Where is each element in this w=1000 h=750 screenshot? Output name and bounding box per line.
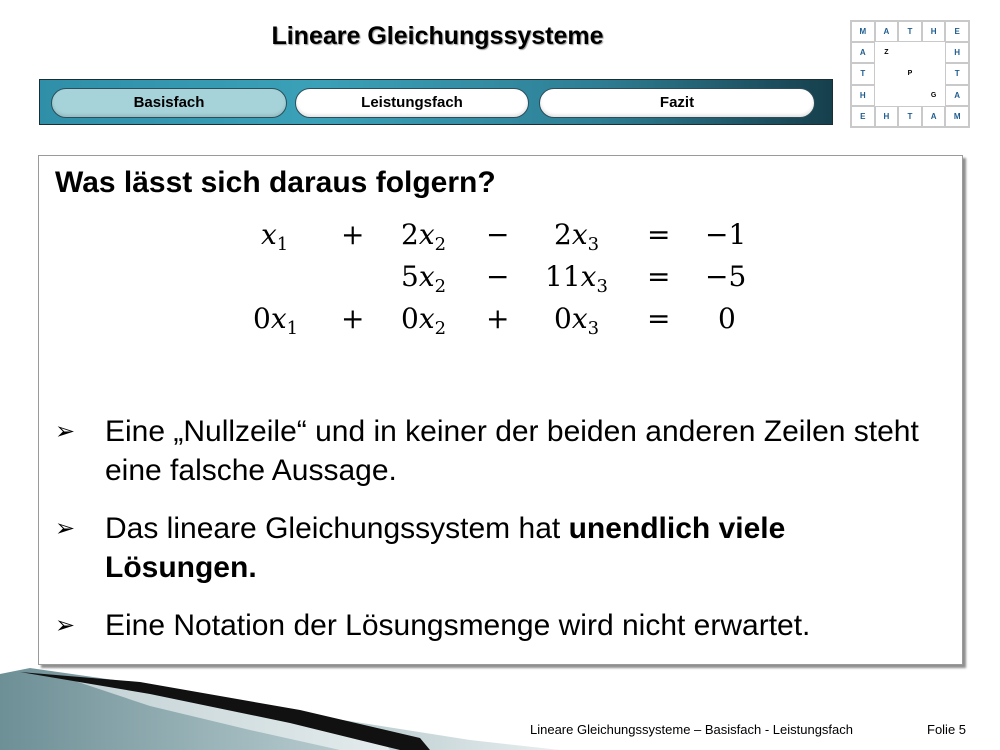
term-x3: $11x_3$ — [545, 260, 608, 297]
operator: + — [486, 302, 510, 335]
logo-letter: E — [851, 106, 875, 127]
term-x2: $2x_2$ — [401, 218, 447, 255]
term-x3: $0x_3$ — [554, 302, 600, 339]
content-box — [38, 155, 963, 665]
arrow-bullet-icon: ➢ — [55, 417, 76, 445]
mathe-logo — [850, 20, 970, 128]
question-heading: Was lässt sich daraus folgern? — [55, 166, 496, 199]
term-x1: $x_1$ — [261, 218, 289, 255]
logo-letter: P — [907, 70, 913, 78]
equation-row-3 — [39, 302, 962, 340]
logo-letter: M — [851, 21, 875, 42]
equals-sign: = — [647, 260, 671, 293]
rhs-value: 0 — [718, 302, 736, 335]
bullet-emphasis: unendlich viele Lösungen. — [105, 512, 786, 584]
equation-row-2 — [39, 260, 962, 298]
arrow-bullet-icon: ➢ — [55, 611, 76, 639]
nav-tab-fazit[interactable]: Fazit — [539, 88, 815, 118]
logo-letter: T — [851, 63, 875, 84]
logo-letter: A — [922, 106, 946, 127]
logo-letter: H — [922, 21, 946, 42]
term-x3: $2x_3$ — [554, 218, 600, 255]
nav-tab-leistungsfach[interactable]: Leistungsfach — [295, 88, 529, 118]
logo-letter: G — [930, 91, 937, 99]
bullet-text: Eine Notation der Lösungsmenge wird nicht erwartet. — [105, 609, 811, 642]
logo-letter: M — [945, 106, 969, 127]
bullet-text: Das lineare Gleichungssystem hat unendlich viele Lösungen. — [105, 512, 786, 584]
equals-sign: = — [647, 302, 671, 335]
slide-number: Folie 5 — [927, 722, 967, 737]
equals-sign: = — [647, 218, 671, 251]
rhs-value: −1 — [705, 218, 747, 251]
nav-tab-basisfach[interactable]: Basisfach — [51, 88, 287, 118]
navigation-bar — [39, 79, 833, 125]
logo-letter: T — [945, 63, 969, 84]
decorative-swoosh — [0, 668, 560, 750]
bullet-text: Eine „Nullzeile“ und in keiner der beiden anderen Zeilen steht eine falsche Aussage. — [105, 415, 919, 487]
logo-letter: H — [945, 42, 969, 63]
arrow-bullet-icon: ➢ — [55, 514, 76, 542]
logo-letter: H — [851, 85, 875, 106]
footer-title: Lineare Gleichungssysteme – Basisfach - Leistungsfach — [530, 722, 854, 737]
operator: − — [486, 218, 510, 251]
slide-title: Lineare Gleichungssysteme — [271, 22, 604, 50]
operator: − — [486, 260, 510, 293]
equation-row-1 — [39, 218, 962, 256]
operator: + — [341, 302, 365, 335]
logo-letter: A — [875, 21, 899, 42]
term-x2: $0x_2$ — [401, 302, 447, 339]
logo-letter: T — [898, 21, 922, 42]
term-x2: $5x_2$ — [401, 260, 447, 297]
operator: + — [341, 218, 365, 251]
logo-letter: Z — [884, 49, 889, 57]
logo-letter: H — [875, 106, 899, 127]
logo-letter: A — [851, 42, 875, 63]
rhs-value: −5 — [705, 260, 747, 293]
logo-letter: A — [945, 85, 969, 106]
logo-letter: E — [945, 21, 969, 42]
logo-letter: T — [898, 106, 922, 127]
term-x1: $0x_1$ — [253, 302, 299, 339]
